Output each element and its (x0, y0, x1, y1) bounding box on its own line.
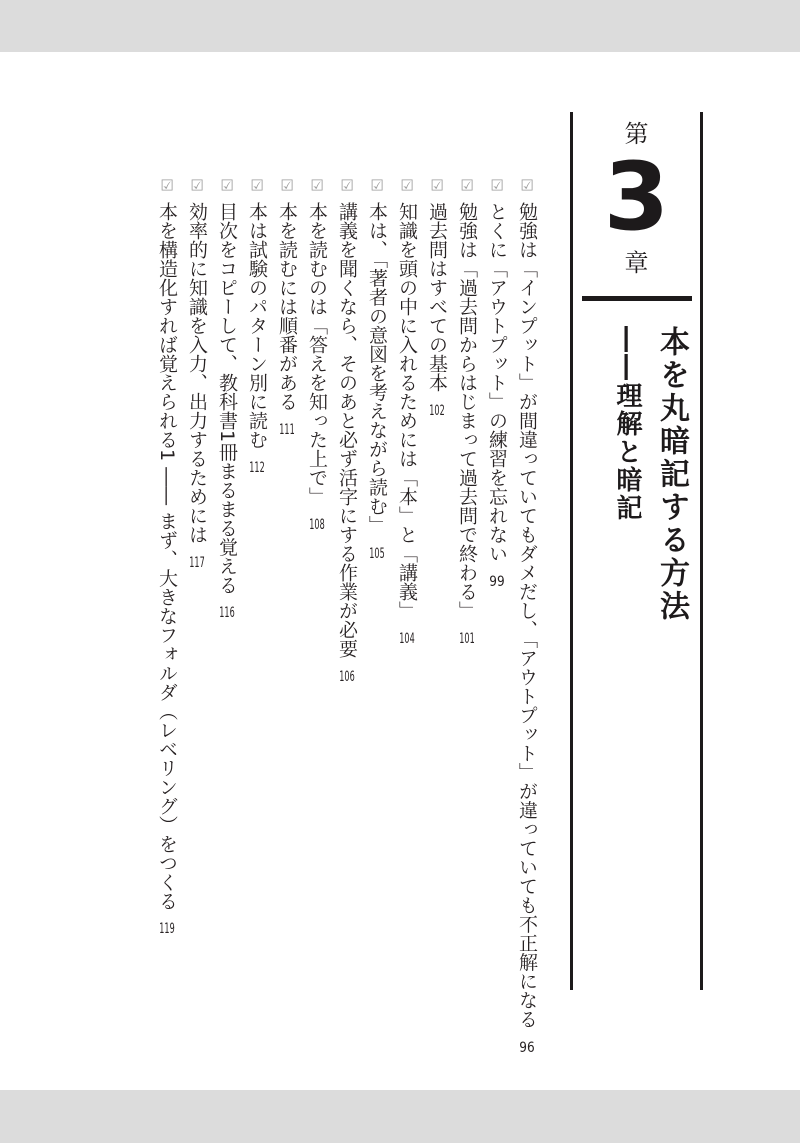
toc-entry (362, 178, 392, 1092)
toc-entry (512, 178, 542, 1092)
checkbox-icon: ☑ (280, 178, 294, 193)
checkbox-icon: ☑ (340, 178, 354, 193)
toc-entry-title: 講義を聞くなら、そのあと必ず活字にする作業が必要 (336, 202, 358, 658)
checkbox-icon: ☑ (490, 178, 504, 193)
checkbox-icon: ☑ (160, 178, 174, 193)
toc-entry-title: 本は、「著者の意図を考えながら読む」 (366, 202, 388, 535)
toc-entry-title: 過去問はすべての基本 (426, 202, 448, 392)
toc-entry (302, 178, 332, 1092)
toc-entry (392, 178, 422, 1092)
toc-entry (152, 178, 182, 1092)
toc-entry (332, 178, 362, 1092)
toc-entry-page: 117 (189, 556, 205, 570)
toc-entry-title: 勉強は「過去問からはじまって過去問で終わる」 (456, 202, 478, 620)
toc-entry-title: 勉強は「インプット」が間違っていてもダメだし、「アウトプット」が違っていても不正解になる (516, 202, 538, 1029)
toc-entry-title: 本を読むには順番がある (276, 202, 298, 411)
checkbox-icon: ☑ (430, 178, 444, 193)
toc-entry (272, 178, 302, 1092)
checkbox-icon: ☑ (520, 178, 534, 193)
toc-entry-title: 目次をコピーして、教科書1冊まるまる覚える (216, 202, 238, 595)
toc-entry-title: 知識を頭の中に入れるためには「本」と「講義」 (396, 202, 418, 620)
toc-entry-title: 本を構造化すれば覚えられる1 ―― まず、大きなフォルダ（レベリング）をつくる (156, 202, 178, 911)
checkbox-icon: ☑ (190, 178, 204, 193)
checkbox-icon: ☑ (250, 178, 264, 193)
toc-entry-page: 111 (279, 423, 295, 437)
checkbox-icon: ☑ (400, 178, 414, 193)
chapter-prefix: 第 (624, 120, 649, 148)
toc-entry-page: 96 (519, 1040, 535, 1055)
toc-entry-title: 本を読むのは「答えを知った上で」 (306, 202, 328, 506)
header-divider (582, 296, 692, 301)
chapter-subtitle: ――理解と暗記 (612, 326, 642, 522)
checkbox-icon: ☑ (310, 178, 324, 193)
toc-entry-page: 119 (159, 922, 175, 937)
toc-entry-title: 本は試験のパターン別に読む (246, 202, 268, 449)
chapter-title-block (610, 326, 690, 623)
chapter-suffix: 章 (624, 248, 649, 277)
toc-entry-page: 105 (369, 546, 385, 561)
toc-entry-page: 101 (459, 632, 475, 646)
chapter-number-block (573, 112, 700, 278)
chapter-title: 本を丸暗記する方法 (654, 326, 689, 623)
bottom-margin-band (0, 1090, 800, 1143)
checkbox-icon: ☑ (220, 178, 234, 193)
toc-entry-title: 効率的に知識を入力、出力するためには (186, 202, 208, 544)
toc-entry-page: 112 (249, 461, 265, 475)
toc-entry (182, 178, 212, 1092)
toc-entry-page: 104 (399, 632, 415, 646)
toc-entry (452, 178, 482, 1092)
toc-entry (212, 178, 242, 1092)
toc-entry-page: 108 (309, 518, 325, 532)
chapter-number: 3 (603, 142, 670, 252)
toc-entry-page: 99 (489, 575, 505, 589)
toc-entry-title: とくに「アウトプット」の練習を忘れない (486, 202, 508, 563)
toc-list (150, 178, 542, 1092)
toc-entry (242, 178, 272, 1092)
toc-entry-page: 102 (429, 404, 445, 418)
checkbox-icon: ☑ (460, 178, 474, 193)
chapter-header (570, 112, 703, 990)
toc-entry (482, 178, 512, 1092)
toc-entry-page: 116 (219, 606, 235, 621)
top-margin-band (0, 0, 800, 52)
checkbox-icon: ☑ (370, 178, 384, 193)
toc-entry-page: 106 (339, 670, 355, 684)
toc-entry (422, 178, 452, 1092)
